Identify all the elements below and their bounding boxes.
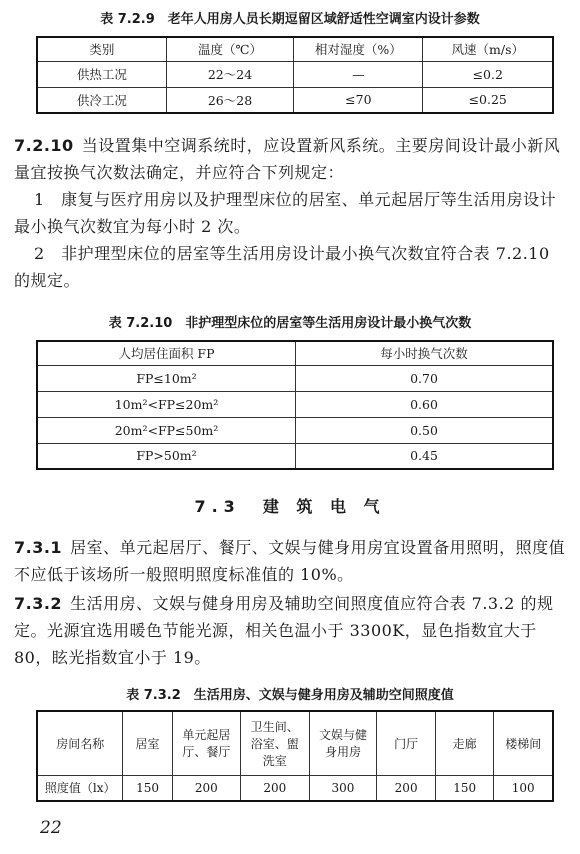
table-7-2-10-caption: 表 7.2.10 非护理型床位的居室等生活用房设计最小换气次数 xyxy=(108,316,472,331)
clause-number: 7.3.1 xyxy=(14,538,63,557)
clause-7-2-10 xyxy=(14,132,570,186)
table-cell: 10m²<FP≤20m² xyxy=(37,391,295,417)
table-cell: 26～28 xyxy=(166,87,293,113)
table-cell: 200 xyxy=(377,775,436,801)
table-row xyxy=(37,87,553,113)
table-cell: 20m²<FP≤50m² xyxy=(37,417,295,443)
table-cell: FP≤10m² xyxy=(37,365,295,391)
table-header: 单元起居厅、餐厅 xyxy=(172,711,240,775)
table-row xyxy=(37,775,553,801)
table-cell: FP>50m² xyxy=(37,443,295,469)
clause-number: 7.2.10 xyxy=(14,136,74,155)
table-row xyxy=(37,391,553,417)
clause-item-1: 1 康复与医疗用房以及护理型床位的居室、单元起居厅等生活用房设计最小换气次数宜为每小时 2 次。 xyxy=(14,190,557,236)
table-row xyxy=(37,365,553,391)
table-cell: ≤70 xyxy=(294,87,423,113)
table-cell: 供冷工况 xyxy=(37,87,166,113)
table-header: 风速（m/s） xyxy=(423,37,553,61)
clause-7-3-1 xyxy=(14,534,570,588)
table-row xyxy=(37,443,553,469)
table-cell: 200 xyxy=(241,775,309,801)
table-cell: 0.45 xyxy=(295,443,553,469)
table-header: 房间名称 xyxy=(37,711,123,775)
table-cell: 照度值（lx） xyxy=(37,775,123,801)
table-header: 门厅 xyxy=(377,711,436,775)
table-header: 人均居住面积 FP xyxy=(37,341,295,365)
table-cell: 0.70 xyxy=(295,365,553,391)
clause-text: 生活用房、文娱与健身用房及辅助空间照度值应符合表 7.3.2 的规定。光源宜选用暖色节能光源，相关色温小于 3300K，显色指数宜大于 80，眩光指数宜小于 19。 xyxy=(14,594,554,667)
table-cell: 100 xyxy=(494,775,553,801)
table-cell: 22～24 xyxy=(166,61,293,87)
table-7-3-2-caption: 表 7.3.2 生活用房、文娱与健身用房及辅助空间照度值 xyxy=(126,688,454,703)
table-header: 居室 xyxy=(123,711,172,775)
table-row xyxy=(37,417,553,443)
table-header: 每小时换气次数 xyxy=(295,341,553,365)
table-7-3-2 xyxy=(36,710,554,802)
table-header: 楼梯间 xyxy=(494,711,553,775)
table-cell: 0.60 xyxy=(295,391,553,417)
table-7-2-9-caption: 表 7.2.9 老年人用房人员长期逗留区域舒适性空调室内设计参数 xyxy=(100,12,480,27)
page-number: 22 xyxy=(40,818,62,838)
clause-item-2: 2 非护理型床位的居室等生活用房设计最小换气次数宜符合表 7.2.10 的规定。 xyxy=(14,244,550,290)
table-cell: ≤0.25 xyxy=(423,87,553,113)
table-header: 温度（℃） xyxy=(166,37,293,61)
clause-text: 当设置集中空调系统时，应设置新风系统。主要房间设计最小新风量宜按换气次数法确定，并应符合下列规定： xyxy=(14,136,561,182)
section-heading: 7.3 建 筑 电 气 xyxy=(194,497,386,516)
table-cell: 200 xyxy=(172,775,240,801)
table-cell: 0.50 xyxy=(295,417,553,443)
table-cell: 供热工况 xyxy=(37,61,166,87)
table-7-2-9 xyxy=(36,36,554,114)
table-header: 类别 xyxy=(37,37,166,61)
table-header: 卫生间、浴室、盥洗室 xyxy=(241,711,309,775)
table-header: 相对湿度（%） xyxy=(294,37,423,61)
table-cell: 150 xyxy=(123,775,172,801)
table-7-2-10 xyxy=(36,340,554,470)
table-cell: 150 xyxy=(435,775,494,801)
table-header: 走廊 xyxy=(435,711,494,775)
table-cell: 300 xyxy=(309,775,377,801)
clause-7-3-2 xyxy=(14,590,570,671)
table-cell: ≤0.2 xyxy=(423,61,553,87)
clause-number: 7.3.2 xyxy=(14,594,63,613)
clause-text: 居室、单元起居厅、餐厅、文娱与健身用房宜设置备用照明，照度值不应低于该场所一般照明照度标准值的 10%。 xyxy=(14,538,566,584)
table-cell: — xyxy=(294,61,423,87)
table-row xyxy=(37,61,553,87)
table-header: 文娱与健身用房 xyxy=(309,711,377,775)
